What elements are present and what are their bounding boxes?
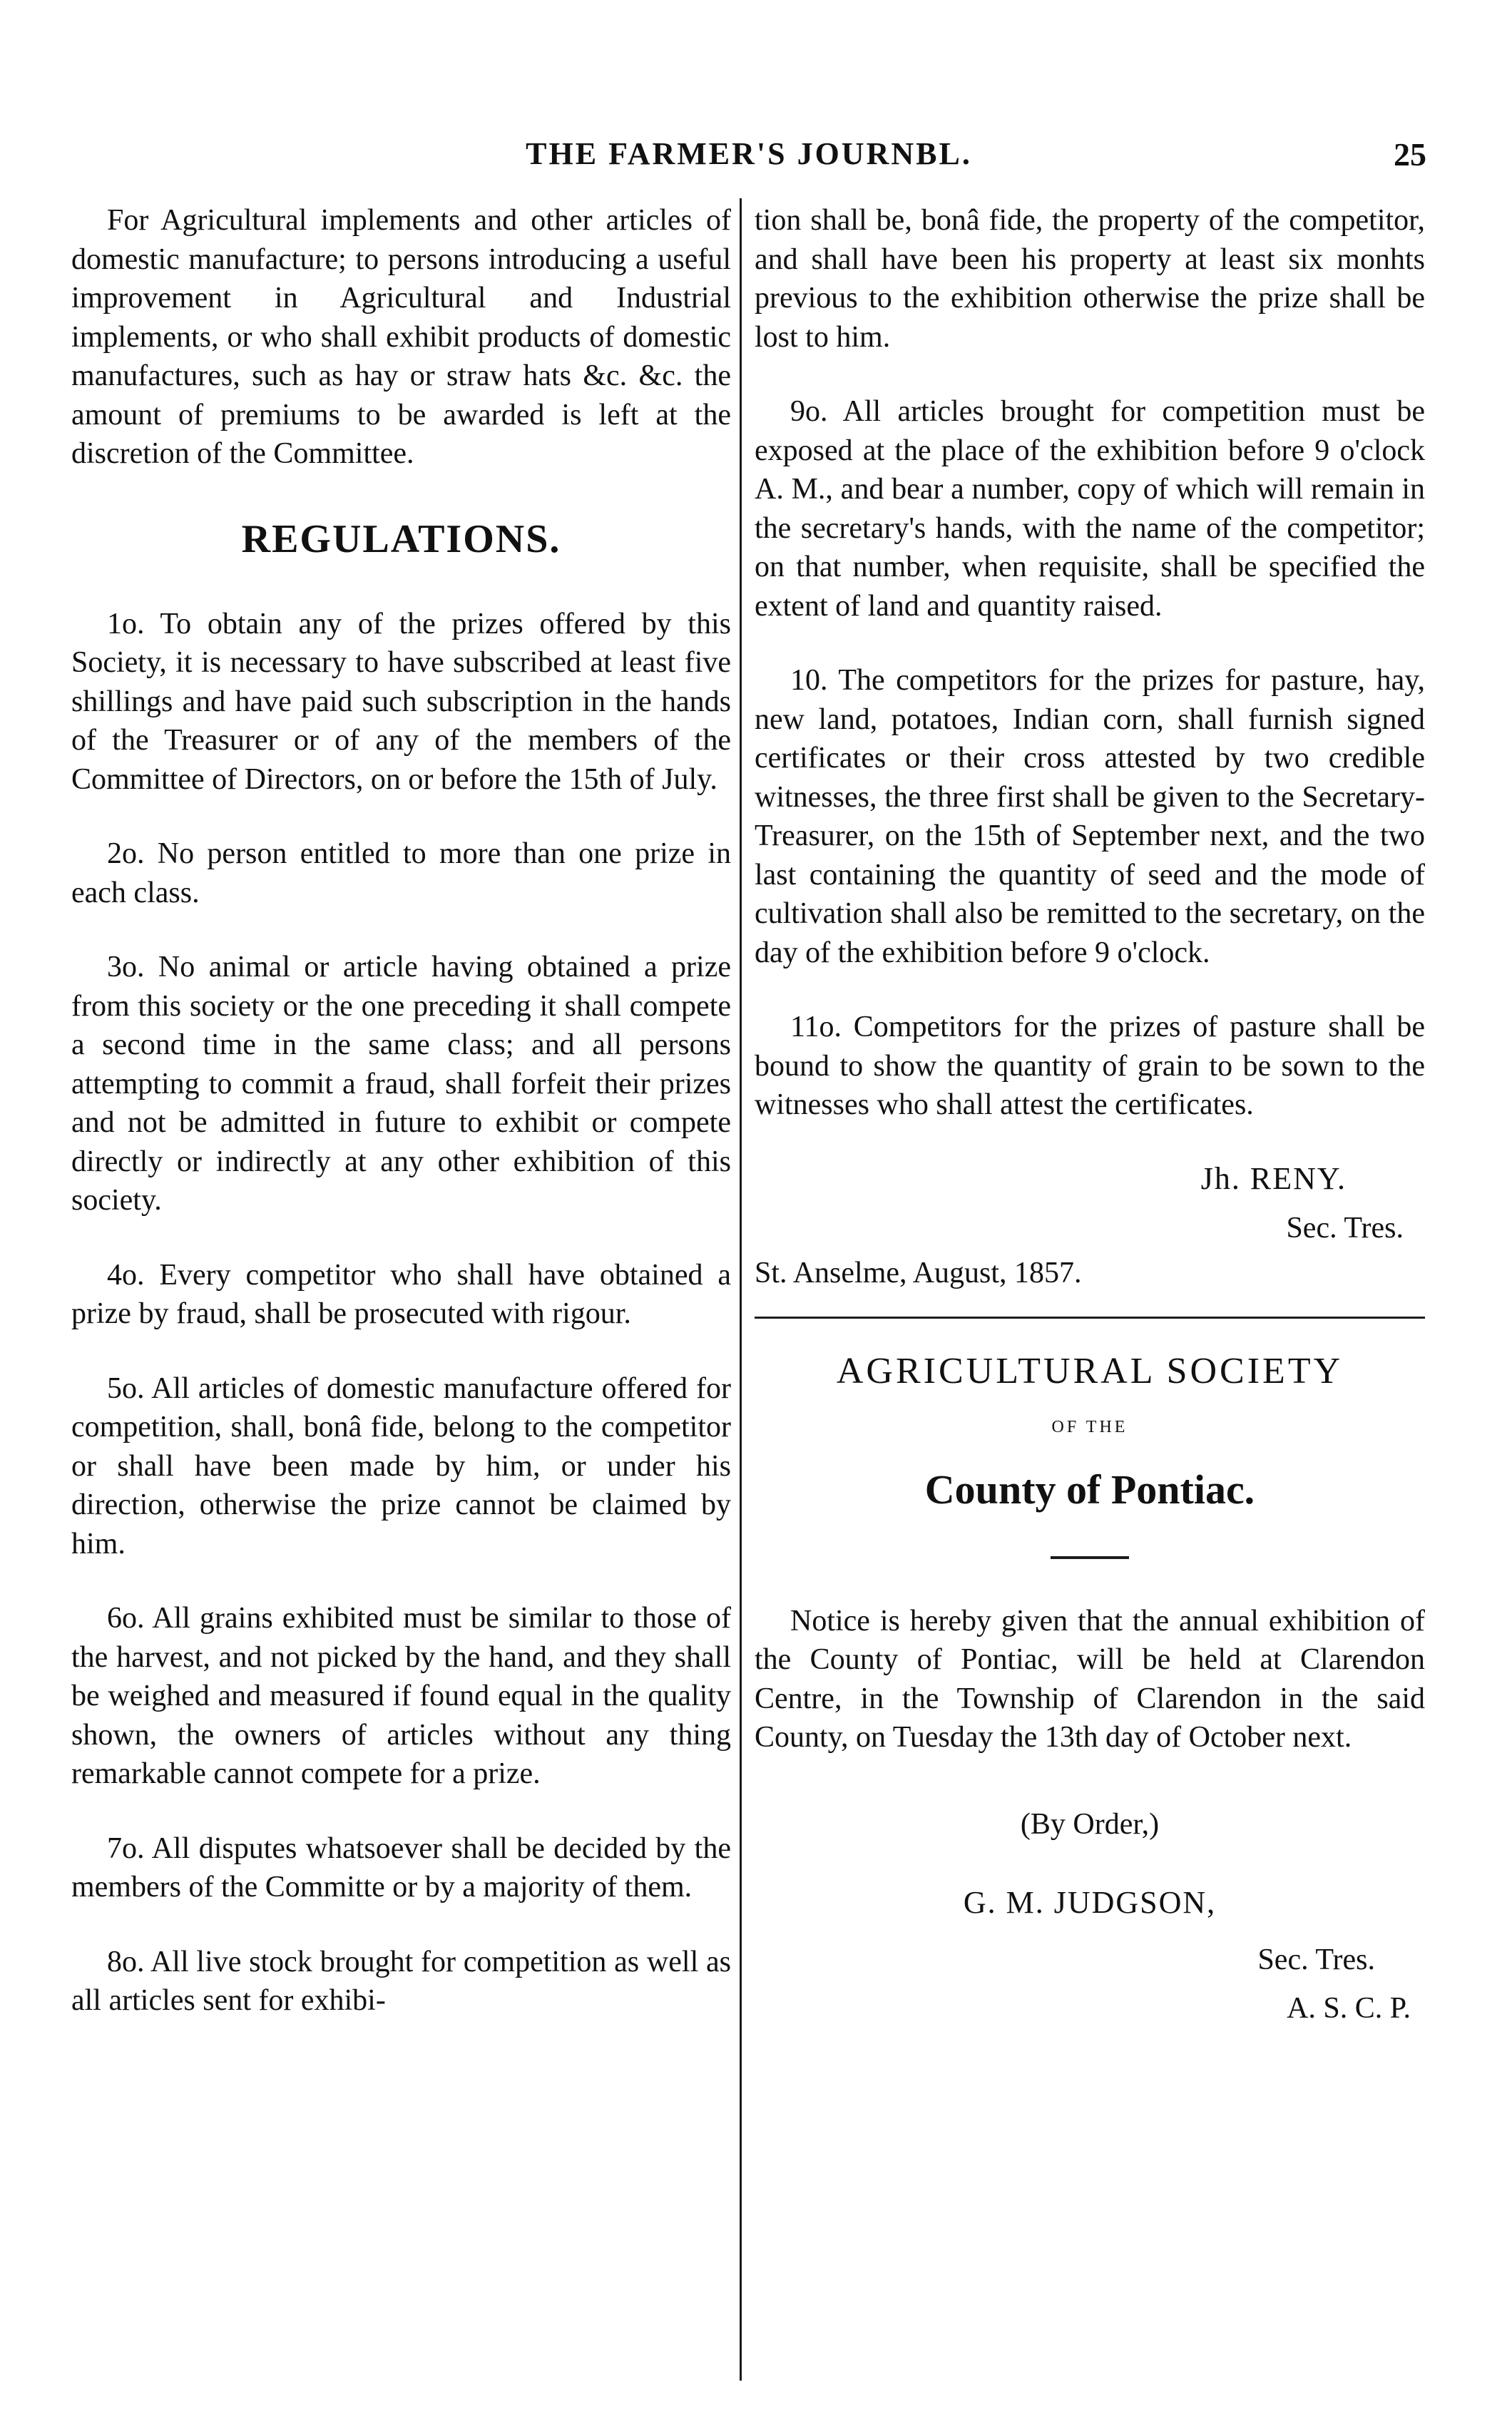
notice-signature-title: Sec. Tres. <box>1257 1943 1375 1976</box>
notice-heading: AGRICULTURAL SOCIETY <box>836 1350 1344 1391</box>
regulations-heading: REGULATIONS. <box>241 516 561 561</box>
notice-signature-name: G. M. JUDGSON, <box>963 1884 1217 1920</box>
left-column <box>71 201 731 2020</box>
notice-county: County of Pontiac. <box>924 1466 1255 1513</box>
regulation-10: 10. The competitors for the prizes for pasture, hay, new land, potatoes, Indian corn, shall furnish signed certificates or their cross attested by two credible witnesses, the three first shall be given to the Secretary-Treasurer, on the 15th of September next, and the two last containing the quantity of seed and the mode of cultivation shall also be remitted to the secretary, on the day of the exhibition before 9 o'clock. <box>755 664 1425 969</box>
notice-divider <box>1051 1556 1129 1559</box>
regulation-7: 7o. All disputes whatsoever shall be decided by the members of the Committe or by a majority of them. <box>71 1831 731 1904</box>
regulation-8-continued: tion shall be, bonâ fide, the property of the competitor, and shall have been his property at least six monhts previous to the exhibition otherwise the prize shall be lost to him. <box>755 204 1425 354</box>
notice-by-order: (By Order,) <box>1020 1807 1160 1841</box>
regulation-3: 3o. No animal or article having obtained a prize from this society or the one preceding it shall compete a second time in the same class; and all persons attempting to commit a fraud, shall forfeit their prizes and not be admitted in future to exhibit or compete directly or indirectly at any other exhibition of this society. <box>71 951 731 1217</box>
running-head <box>71 136 1426 178</box>
regulation-9: 9o. All articles brought for competition must be exposed at the place of the exhibition before 9 o'clock A. M., and bear a number, copy of which will remain in the secretary's hands, with the name of the competitor; on that number, when requisite, shall be specified the extent of land and quantity raised. <box>755 395 1425 623</box>
notice-signature-org: A. S. C. P. <box>1287 1991 1411 2025</box>
signature-title: Sec. Tres. <box>1286 1211 1404 1245</box>
right-column <box>755 201 1425 2029</box>
regulation-8: 8o. All live stock brought for competition as well as all articles sent for exhibi- <box>71 1945 731 2017</box>
signature-name: Jh. RENY. <box>1200 1160 1347 1196</box>
regulation-11: 11o. Competitors for the prizes of pasture shall be bound to show the quantity of grain to be sown to the witnesses who shall attest the certificates. <box>755 1011 1425 1121</box>
column-divider <box>740 198 742 2381</box>
notice-body: Notice is hereby given that the annual exhibition of the County of Pontiac, will be held at Clarendon Centre, in the Township of Clarendon in the said County, on Tuesday the 13th day of October next. <box>755 1604 1425 1754</box>
prize-intro-paragraph: For Agricultural implements and other articles of domestic manufacture; to persons introducing a useful improvement in Agricultural and Industrial implements, or who shall exhibit products of domestic manufactures, such as hay or straw hats &c. &c. the amount of premiums to be awarded is left at the discretion of the Committee. <box>71 204 731 470</box>
dateline: St. Anselme, August, 1857. <box>755 1254 1425 1319</box>
page-number: 25 <box>1394 136 1426 173</box>
regulation-5: 5o. All articles of domestic manufacture offered for competition, shall, bonâ fide, belong to the competitor or shall have been made by him, or under his direction, otherwise the prize cannot be claimed by him. <box>71 1371 731 1560</box>
regulation-4: 4o. Every competitor who shall have obtained a prize by fraud, shall be prosecuted with rigour. <box>71 1258 731 1330</box>
regulation-1: 1o. To obtain any of the prizes offered by this Society, it is necessary to have subscribed at least five shillings and have paid such subscription in the hands of the Treasurer or of any of the members of the Committee of Directors, on or before the 15th of July. <box>71 607 731 796</box>
notice-of-the: OF THE <box>1051 1417 1128 1436</box>
regulation-2: 2o. No person entitled to more than one prize in each class. <box>71 837 731 909</box>
regulation-6: 6o. All grains exhibited must be similar to those of the harvest, and not picked by the hand, and they shall be weighed and measured if found equal in the quality shown, the owners of articles without any thing remarkable cannot compete for a prize. <box>71 1602 731 1790</box>
running-title: THE FARMER'S JOURNBL. <box>526 136 972 171</box>
